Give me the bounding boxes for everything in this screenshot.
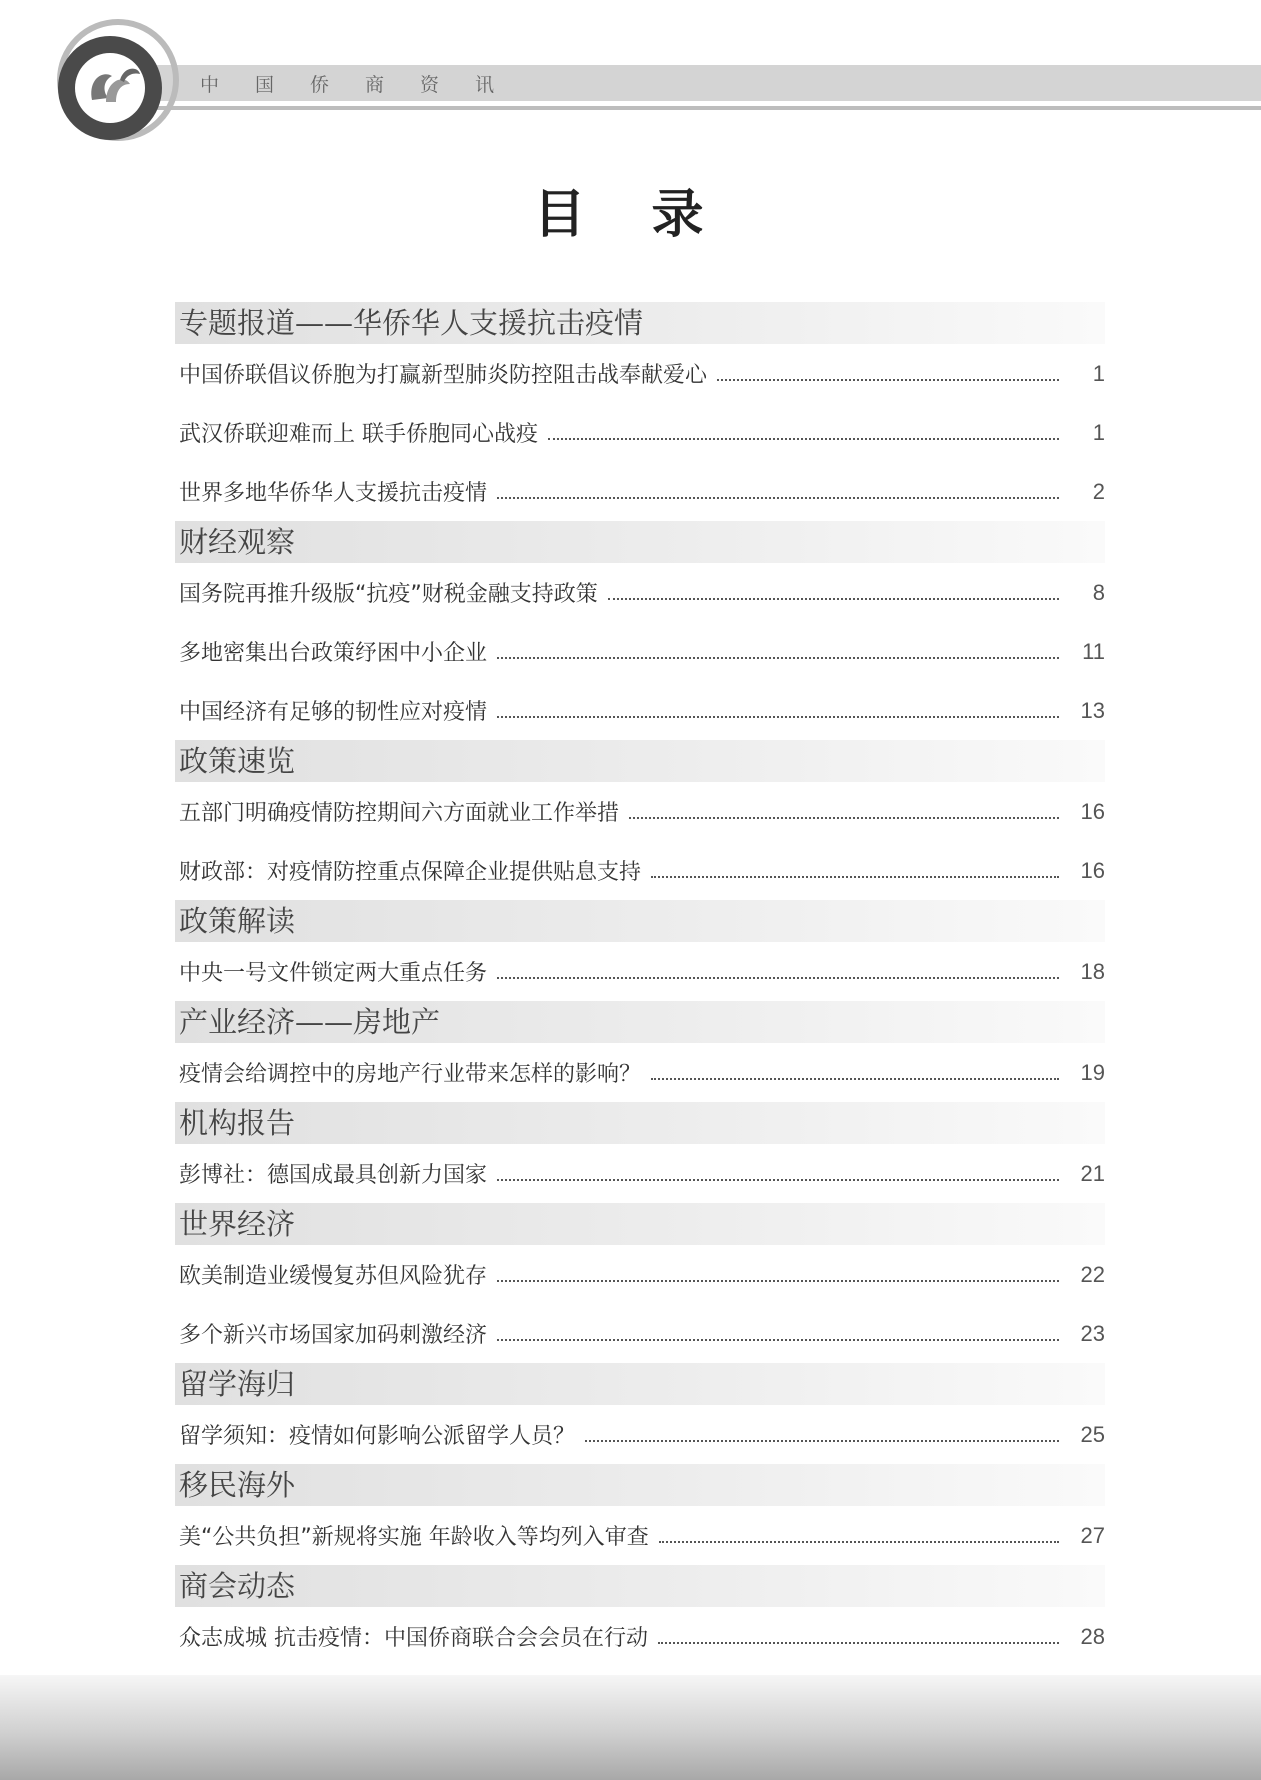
page-title: 目 录 — [533, 185, 728, 245]
toc-entry[interactable] — [175, 1245, 1105, 1304]
entry-title: 美“公共负担”新规将实施 年龄收入等均列入审查 — [179, 1525, 649, 1550]
toc-entry[interactable] — [175, 1043, 1105, 1102]
entry-title: 众志成城 抗击疫情：中国侨商联合会会员在行动 — [179, 1626, 648, 1651]
toc-entry[interactable] — [175, 782, 1105, 841]
toc-entry[interactable] — [175, 622, 1105, 681]
entry-title: 国务院再推升级版“抗疫”财税金融支持政策 — [179, 582, 598, 607]
dot-leader — [497, 1179, 1059, 1181]
toc-section — [175, 1565, 1105, 1666]
entry-title: 疫情会给调控中的房地产行业带来怎样的影响？ — [179, 1062, 642, 1087]
page-number: 18 — [1080, 958, 1105, 984]
toc-entry[interactable] — [175, 681, 1105, 740]
dot-leader — [497, 977, 1059, 979]
entry-title: 多个新兴市场国家加码刺激经济 — [179, 1323, 488, 1348]
toc-section — [175, 740, 1105, 900]
section-title: 世界经济 — [175, 1203, 1105, 1245]
toc-entry[interactable] — [175, 1405, 1105, 1464]
dot-leader — [717, 379, 1059, 381]
page-number: 28 — [1080, 1623, 1105, 1649]
publication-name: 中国侨商资讯 — [200, 74, 531, 96]
page-number: 25 — [1080, 1421, 1105, 1447]
toc-entry[interactable] — [175, 1607, 1105, 1666]
entry-title: 欧美制造业缓慢复苏但风险犹存 — [179, 1264, 488, 1289]
dot-leader — [497, 1339, 1059, 1341]
entry-title: 财政部：对疫情防控重点保障企业提供贴息支持 — [179, 860, 642, 885]
table-of-contents — [175, 302, 1105, 1666]
dot-leader — [651, 1078, 1059, 1080]
section-title: 专题报道——华侨华人支援抗击疫情 — [175, 302, 1105, 344]
entry-title: 世界多地华侨华人支援抗击疫情 — [179, 481, 488, 506]
dot-leader — [497, 657, 1059, 659]
entry-title: 五部门明确疫情防控期间六方面就业工作举措 — [179, 801, 620, 826]
entry-title: 中国经济有足够的韧性应对疫情 — [179, 700, 488, 725]
section-title: 商会动态 — [175, 1565, 1105, 1607]
page-number: 11 — [1082, 638, 1105, 664]
toc-entry[interactable] — [175, 841, 1105, 900]
page-number: 1 — [1092, 360, 1105, 386]
toc-section — [175, 1102, 1105, 1203]
toc-section — [175, 1363, 1105, 1464]
dot-leader — [608, 598, 1059, 600]
entry-title: 彭博社：德国成最具创新力国家 — [179, 1163, 488, 1188]
section-title: 财经观察 — [175, 521, 1105, 563]
toc-section — [175, 1203, 1105, 1363]
page-number: 8 — [1092, 579, 1105, 605]
page-number: 21 — [1080, 1160, 1105, 1186]
dot-leader — [548, 438, 1059, 440]
toc-entry[interactable] — [175, 1304, 1105, 1363]
section-title: 留学海归 — [175, 1363, 1105, 1405]
dot-leader — [658, 1642, 1059, 1644]
dot-leader — [497, 497, 1059, 499]
entry-title: 中央一号文件锁定两大重点任务 — [179, 961, 488, 986]
section-title: 产业经济——房地产 — [175, 1001, 1105, 1043]
dot-leader — [585, 1440, 1059, 1442]
dot-leader — [651, 876, 1059, 878]
dot-leader — [497, 716, 1059, 718]
federation-logo — [50, 10, 190, 145]
page-number: 2 — [1092, 478, 1105, 504]
page-number: 13 — [1080, 697, 1105, 723]
dot-leader — [659, 1541, 1059, 1543]
page-number: 22 — [1080, 1261, 1105, 1287]
toc-section — [175, 900, 1105, 1001]
page-number: 23 — [1080, 1320, 1105, 1346]
entry-title: 中国侨联倡议侨胞为打赢新型肺炎防控阻击战奉献爱心 — [179, 363, 708, 388]
header-rule — [150, 106, 1261, 110]
page-number: 1 — [1092, 419, 1105, 445]
section-title: 移民海外 — [175, 1464, 1105, 1506]
page-number: 27 — [1080, 1522, 1105, 1548]
page-number: 19 — [1080, 1059, 1105, 1085]
toc-entry[interactable] — [175, 563, 1105, 622]
entry-title: 多地密集出台政策纾困中小企业 — [179, 641, 488, 666]
section-title: 政策速览 — [175, 740, 1105, 782]
entry-title: 留学须知：疫情如何影响公派留学人员？ — [179, 1424, 576, 1449]
toc-entry[interactable] — [175, 1506, 1105, 1565]
toc-entry[interactable] — [175, 1144, 1105, 1203]
toc-entry[interactable] — [175, 344, 1105, 403]
toc-section — [175, 521, 1105, 740]
toc-section — [175, 1001, 1105, 1102]
toc-section — [175, 1464, 1105, 1565]
toc-entry[interactable] — [175, 942, 1105, 1001]
dot-leader — [629, 817, 1059, 819]
page-number: 16 — [1080, 857, 1105, 883]
toc-entry[interactable] — [175, 462, 1105, 521]
page-number: 16 — [1080, 798, 1105, 824]
dot-leader — [497, 1280, 1059, 1282]
section-title: 政策解读 — [175, 900, 1105, 942]
toc-entry[interactable] — [175, 403, 1105, 462]
section-title: 机构报告 — [175, 1102, 1105, 1144]
entry-title: 武汉侨联迎难而上 联手侨胞同心战疫 — [179, 422, 538, 447]
toc-section — [175, 302, 1105, 521]
bottom-shade — [0, 1675, 1261, 1780]
